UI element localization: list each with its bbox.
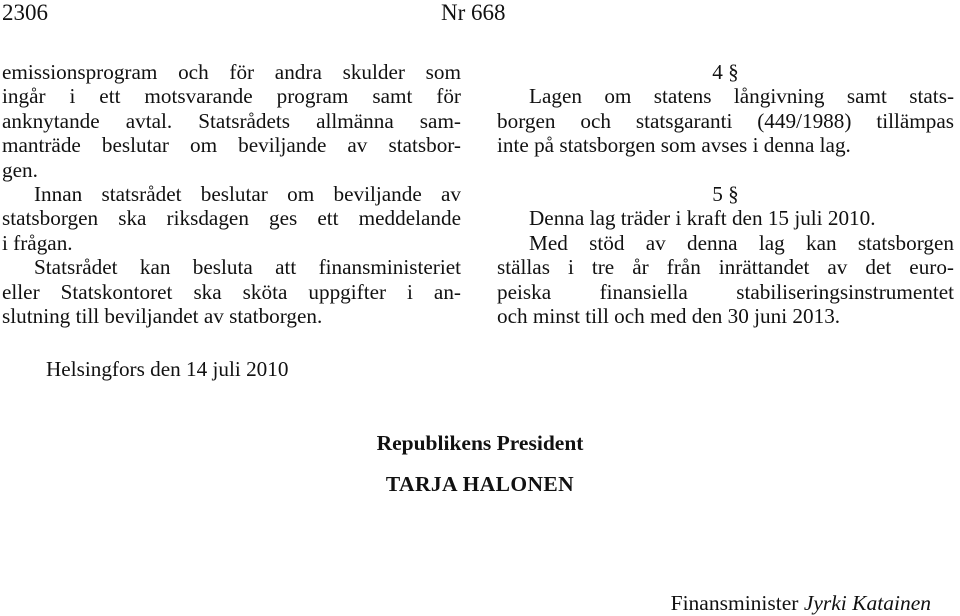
text-line: Statsrådet kan besluta att finansministeriet (34, 255, 461, 280)
issue-number: Nr 668 (441, 0, 506, 25)
text-line: emissionsprogram och för andra skulder som (2, 60, 461, 84)
countersignature (671, 590, 931, 616)
section-heading-4: 4 § (712, 60, 739, 84)
right-column (497, 60, 954, 328)
text-line: ingår i ett motsvarande program samt för (2, 84, 461, 109)
signature-name: TARJA HALONEN (385, 472, 575, 496)
page-number: 2306 (2, 0, 48, 25)
text-line: Med stöd av denna lag kan statsborgen (529, 230, 954, 255)
text-line: Innan statsrådet beslutar om beviljande av (34, 181, 461, 206)
text-line: Lagen om statens långivning samt stats- (529, 84, 954, 109)
text-line: slutning till beviljandet av statborgen. (2, 303, 323, 328)
text-line: statsborgen ska riksdagen ges ett meddelande (2, 206, 461, 231)
text-line: borgen och statsgaranti (449/1988) tillämpas (497, 108, 954, 133)
section-heading-5: 5 § (712, 181, 739, 206)
text-line: i frågan. (2, 230, 73, 255)
countersign-role: Finansminister (670, 591, 799, 615)
text-line: och minst till och med den 30 juni 2013. (497, 303, 841, 328)
text-line: ställas i tre år från inrättandet av det euro- (497, 255, 954, 280)
text-line: inte på statsborgen som avses i denna lag. (497, 133, 851, 158)
countersign-name: Jyrki Katainen (803, 591, 931, 615)
text-line: Denna lag träder i kraft den 15 juli 2010. (529, 206, 876, 231)
paragraph-spacer (497, 158, 954, 182)
text-line: eller Statskontoret ska sköta uppgifter i an- (2, 279, 461, 304)
signature-title: Republikens President (376, 431, 584, 455)
text-line: peiska finansiella stabiliseringsinstrumentet (497, 279, 954, 304)
left-column (2, 60, 461, 328)
text-line: gen. (2, 157, 38, 182)
text-line: anknytande avtal. Statsrådets allmänna sam- (2, 108, 461, 133)
text-line: manträde beslutar om beviljande av statsbor- (2, 133, 461, 158)
place-and-date: Helsingfors den 14 juli 2010 (46, 357, 289, 381)
